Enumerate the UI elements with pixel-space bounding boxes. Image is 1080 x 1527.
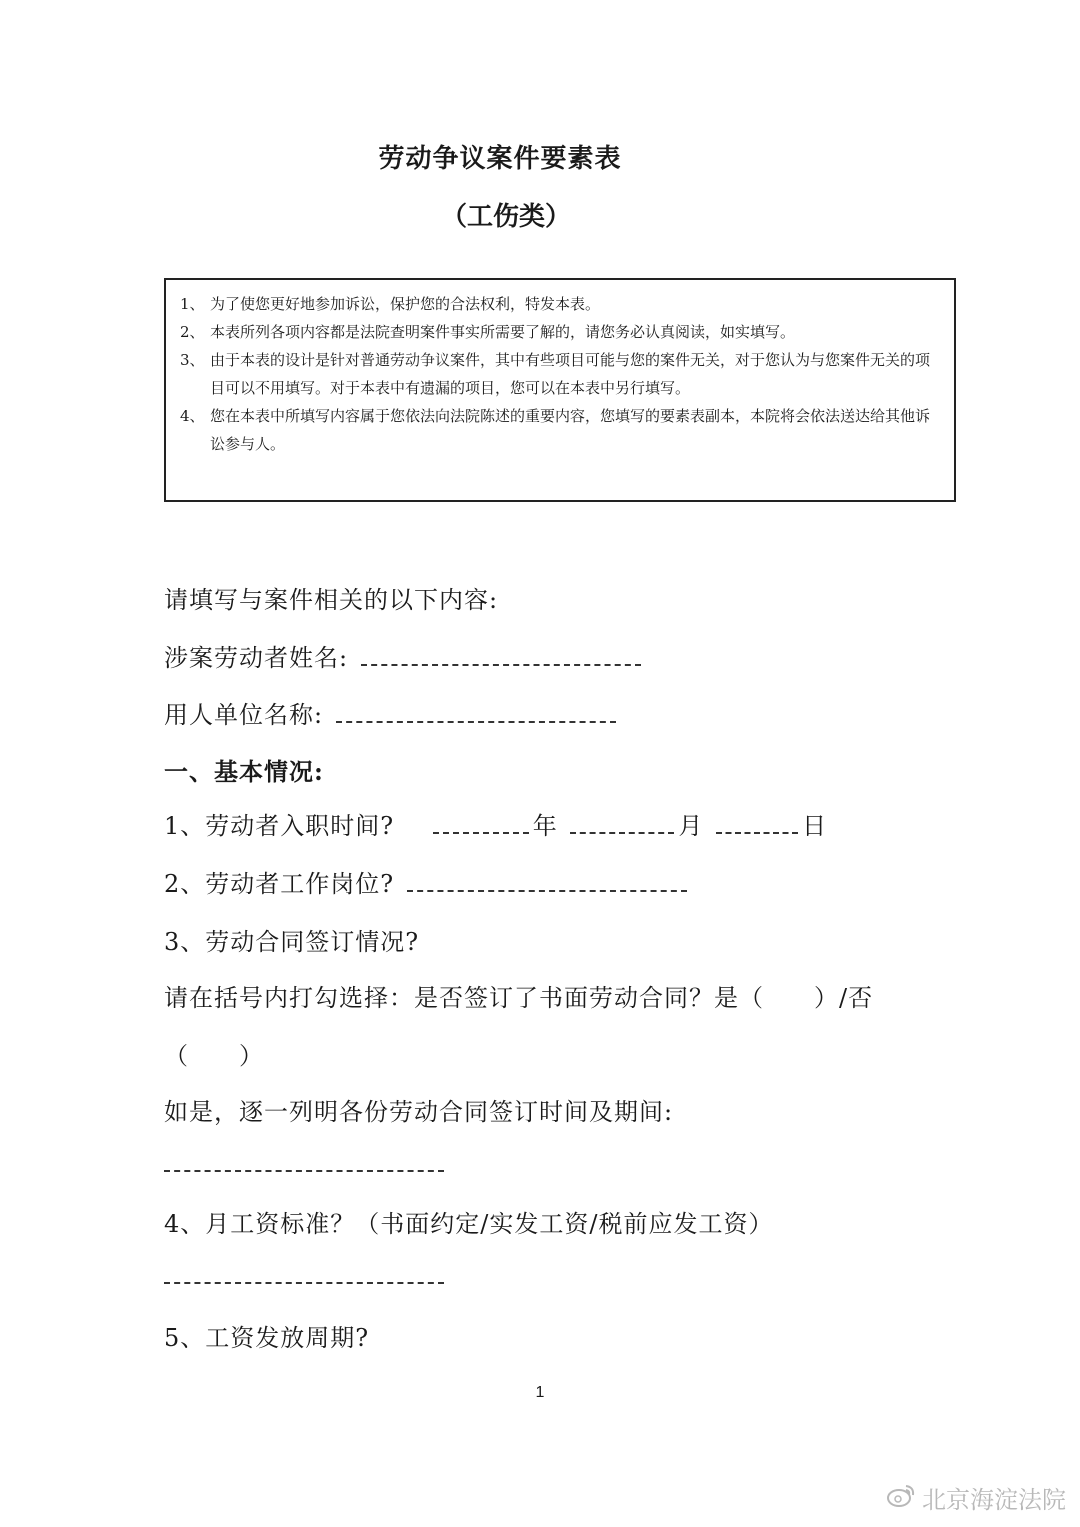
monthly-wage-label: 4、月工资标准？（书面约定/实发工资/税前应发工资） — [164, 1210, 774, 1238]
weibo-icon — [886, 1482, 916, 1514]
worker-name-row — [164, 638, 645, 673]
page-title: 劳动争议案件要素表 — [378, 144, 622, 174]
notice-item-number: 2、 — [180, 323, 205, 341]
contract-signed-question: 请在括号内打勾选择：是否签订了书面劳动合同？是（ ）/否 — [164, 984, 874, 1012]
hire-month-field[interactable] — [570, 832, 674, 834]
form-intro: 请填写与案件相关的以下内容: — [164, 586, 499, 614]
contract-details-label: 如是，逐一列明各份劳动合同签订时间及期间: — [164, 1098, 674, 1126]
hire-year-field[interactable] — [433, 832, 529, 834]
job-position-label: 2、劳动者工作岗位? — [164, 870, 395, 898]
day-label: 日 — [802, 812, 828, 840]
hire-date-label: 1、劳动者入职时间? — [164, 812, 395, 840]
year-label: 年 — [532, 812, 558, 840]
section-heading-basic-info: 一、基本情况: — [164, 757, 324, 786]
notice-item-number: 4、 — [180, 407, 205, 425]
employer-name-label: 用人单位名称: — [164, 701, 324, 729]
watermark — [886, 1480, 1066, 1515]
monthly-wage-field[interactable] — [164, 1282, 444, 1284]
notice-item-number: 3、 — [180, 351, 205, 369]
employer-name-field[interactable] — [336, 721, 616, 723]
contract-status-label: 3、劳动合同签订情况? — [164, 928, 420, 956]
notice-item — [180, 346, 940, 402]
contract-details-row — [164, 1150, 448, 1178]
notice-item-text: 您在本表中所填写内容属于您依法向法院陈述的重要内容，您填写的要素表副本，本院将会依法送达给其他诉讼参与人。 — [210, 407, 931, 453]
monthly-wage-row — [164, 1262, 448, 1290]
job-position-row — [164, 864, 691, 899]
employer-name-row — [164, 695, 620, 730]
month-label: 月 — [678, 812, 704, 840]
page-subtitle: （工伤类） — [440, 202, 571, 232]
page-number: 1 — [535, 1384, 545, 1401]
hire-day-field[interactable] — [716, 832, 798, 834]
hire-date-row — [164, 806, 827, 841]
job-position-field[interactable] — [407, 890, 687, 892]
notice-item — [180, 290, 940, 318]
notice-item-text: 由于本表的设计是针对普通劳动争议案件，其中有些项目可能与您的案件无关，对于您认为与您案件无关的项目可以不用填写。对于本表中有遗漏的项目，您可以在本表中另行填写。 — [210, 351, 931, 397]
worker-name-label: 涉案劳动者姓名: — [164, 644, 349, 672]
notice-item-number: 1、 — [180, 295, 205, 313]
pay-cycle-label: 5、工资发放周期? — [164, 1324, 370, 1352]
notice-item — [180, 402, 940, 458]
contract-no-checkbox[interactable]: （ ） — [164, 1042, 264, 1070]
notice-box — [164, 278, 956, 502]
notice-item-text: 本表所列各项内容都是法院查明案件事实所需要了解的，请您务必认真阅读，如实填写。 — [210, 323, 796, 341]
watermark-text: 北京海淀法院 — [922, 1486, 1066, 1514]
contract-details-field[interactable] — [164, 1170, 444, 1172]
notice-item — [180, 318, 940, 346]
worker-name-field[interactable] — [361, 664, 641, 666]
notice-item-text: 为了使您更好地参加诉讼，保护您的合法权利，特发本表。 — [210, 295, 601, 313]
